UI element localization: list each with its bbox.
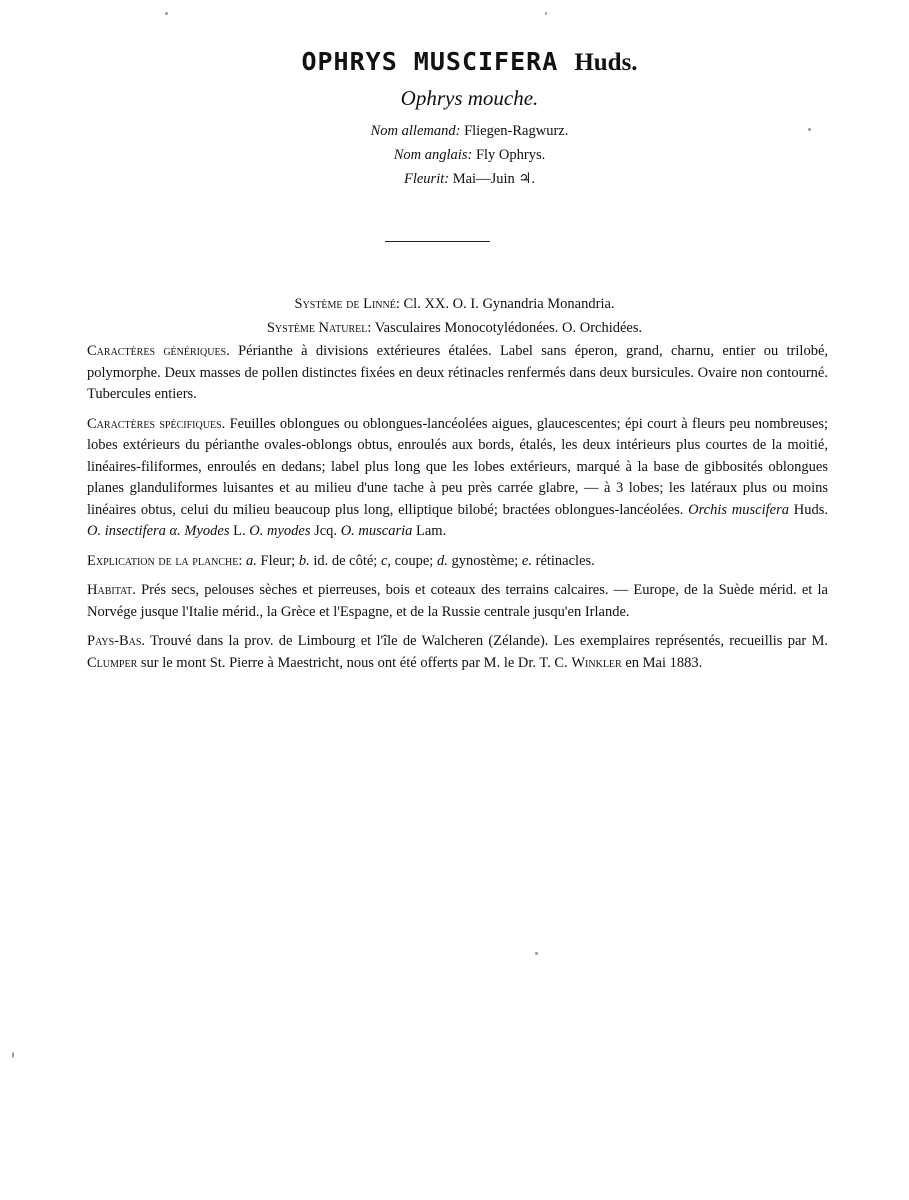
habitat-paragraph xyxy=(87,580,828,623)
specific-characters-heading: Caractères spécifiques. xyxy=(87,415,226,432)
generic-characters-text: Périanthe à divisions extérieures étalées. Label sans éperon, grand, charnu, entier ou trilobé, polymorphe. Deux masses de pollen distinctes fixées en deux rétinacles renfermés dans deux bursicules. Ovaire non contourné. Tubercules entiers. xyxy=(87,343,828,402)
species-author: Huds. xyxy=(574,49,638,76)
figure-e-text: rétinacles. xyxy=(535,552,595,569)
divider-rule xyxy=(385,241,490,242)
paper-speck xyxy=(545,12,547,15)
classification-systems xyxy=(0,292,909,340)
generic-characters-heading: Caractères génériques. xyxy=(87,343,230,359)
figure-c-text: coupe; xyxy=(394,552,434,569)
synonym-3: O. myodes xyxy=(249,523,311,539)
plate-explanation-heading: Explication de la planche: xyxy=(87,552,243,569)
common-name-french: Ophrys mouche. xyxy=(400,86,539,110)
collector-name: Clumper xyxy=(87,654,138,671)
figure-d-key: d. xyxy=(436,552,448,569)
paper-speck xyxy=(535,952,538,955)
figure-a-key: a. xyxy=(246,552,257,569)
figure-d-text: gynostème; xyxy=(451,552,519,569)
natural-system-line xyxy=(0,316,909,340)
species-name: OPHRYS MUSCIFERA xyxy=(301,47,559,76)
flowering-line xyxy=(30,167,909,191)
habitat-text: Prés secs, pelouses sèches et pierreuses, bois et coteaux des terrains calcaires. — Europe, de la Suède mérid. et la Norvége jusque l'Italie mérid., la Grèce et l'Espagne, et de la Russie centrale jusqu'en Irlande. xyxy=(87,582,828,620)
figure-a-text: Fleur; xyxy=(260,552,296,569)
description-body xyxy=(87,341,828,682)
flowering-label: Fleurit: xyxy=(403,171,450,187)
generic-characters-paragraph xyxy=(87,341,828,406)
specific-characters-paragraph xyxy=(87,414,828,543)
name-metadata xyxy=(0,119,909,191)
synonym-4-author: Lam. xyxy=(416,523,447,539)
netherlands-paragraph xyxy=(87,631,828,674)
netherlands-text-1: Trouvé dans la prov. de Limbourg et l'île de Walcheren (Zélande). Les exemplaires représentés, recueillis par M. xyxy=(150,633,828,649)
english-name-value: Fly Ophrys. xyxy=(475,147,546,163)
plate-explanation-paragraph xyxy=(87,551,828,573)
netherlands-text-3: en Mai 1883. xyxy=(625,654,703,671)
linne-system-label: Système de Linné: xyxy=(294,296,400,312)
german-name-value: Fliegen-Ragwurz. xyxy=(464,123,569,139)
english-name-line xyxy=(30,143,909,167)
figure-c-key: c, xyxy=(380,552,392,569)
page-title xyxy=(30,46,909,79)
paper-speck xyxy=(165,12,168,15)
synonym-3-author: Jcq. xyxy=(314,523,338,539)
synonym-2-author: L. xyxy=(233,523,246,539)
synonym-4: O. muscaria xyxy=(340,523,413,539)
linne-system-value: Cl. XX. O. I. Gynandria Monandria. xyxy=(403,296,615,312)
german-name-line xyxy=(30,119,909,143)
title-block xyxy=(0,46,909,191)
synonym-2: O. insectifera α. Myodes xyxy=(87,523,230,539)
paper-speck xyxy=(808,128,811,131)
synonym-1-author: Huds. xyxy=(793,501,829,518)
natural-system-value: Vasculaires Monocotylédonées. O. Orchidées. xyxy=(374,320,643,336)
natural-system-label: Système Naturel: xyxy=(266,320,372,336)
netherlands-heading: Pays-Bas. xyxy=(87,633,146,649)
habitat-heading: Habitat. xyxy=(87,582,136,598)
netherlands-text-2: sur le mont St. Pierre à Maestricht, nous ont été offerts par M. le Dr. T. C. xyxy=(140,654,568,671)
figure-e-key: e. xyxy=(521,552,532,569)
german-name-label: Nom allemand: xyxy=(370,123,461,139)
paper-speck xyxy=(12,1052,14,1058)
synonym-1: Orchis muscifera xyxy=(688,501,789,518)
donor-name: Winkler xyxy=(571,654,622,671)
specific-characters-text: Feuilles oblongues ou oblongues-lancéolées aigues, glaucescentes; épi court à fleurs peu nombreuses; lobes extérieurs du périanthe ovales-oblongs obtus, enroulés aux bords, étalés, les deux intérieurs plus courtes de la moitié, linéaires-filiformes, enroulés en dedans; label plus long que les lobes extérieurs, marqué à la base de gibbosités oblongues planes glanduliformes luisantes et au milieu d'une tache à peu près carrée glabre, — à 3 lobes; les latéraux plus ou moins linéaires obtus, celui du milieu beaucoup plus long, elliptique bilobé; bractées oblongues-lancéolées. xyxy=(87,415,829,518)
flowering-value: Mai—Juin ♃. xyxy=(452,171,535,187)
linne-system-line xyxy=(0,292,909,316)
figure-b-key: b. xyxy=(298,552,310,569)
english-name-label: Nom anglais: xyxy=(393,147,473,163)
figure-b-text: id. de côté; xyxy=(313,552,378,569)
